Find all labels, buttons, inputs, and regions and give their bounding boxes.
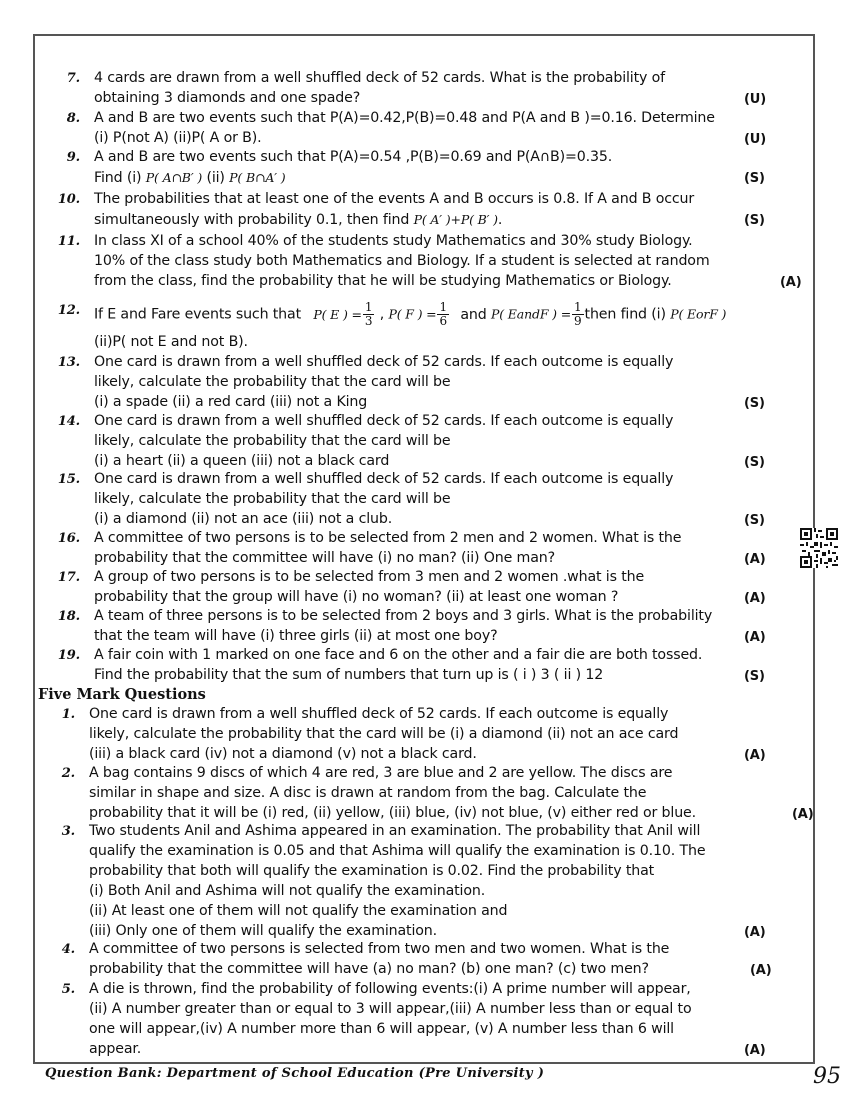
difficulty-tag: (U) [744, 132, 766, 147]
difficulty-tag: (S) [744, 455, 765, 470]
page-number: 95 [813, 1064, 841, 1089]
difficulty-tag: (A) [792, 807, 814, 822]
difficulty-tag: (S) [744, 396, 765, 411]
difficulty-tag: (A) [744, 630, 766, 645]
math-expression: P( B∩A′ ) [229, 170, 286, 185]
difficulty-tag: (A) [780, 275, 802, 290]
difficulty-tag: (A) [744, 1043, 766, 1058]
fraction: $\frac{1}{6}$ [439, 300, 447, 328]
difficulty-tag: (U) [744, 92, 766, 107]
question-number: 7. [66, 71, 80, 86]
difficulty-tag: (A) [750, 963, 772, 978]
difficulty-tag: (A) [744, 925, 766, 940]
difficulty-tag: (S) [744, 513, 765, 528]
math-expression: P( A′ )+P( B′ ) [413, 212, 498, 227]
fraction: $\frac{1}{9}$ [574, 300, 582, 328]
difficulty-tag: (A) [744, 591, 766, 606]
difficulty-tag: (S) [744, 171, 765, 186]
section-heading: Five Mark Questions [38, 686, 206, 703]
qr-code-icon [800, 528, 838, 568]
difficulty-tag: (S) [744, 213, 765, 228]
difficulty-tag: (A) [744, 748, 766, 763]
fraction: $\frac{1}{3}$ [364, 300, 373, 328]
difficulty-tag: (A) [744, 552, 766, 567]
footer-title: Question Bank: Department of School Education (Pre University ) [45, 1066, 545, 1081]
math-expression: P( A∩B′ ) [145, 170, 203, 185]
difficulty-tag: (S) [744, 669, 765, 684]
